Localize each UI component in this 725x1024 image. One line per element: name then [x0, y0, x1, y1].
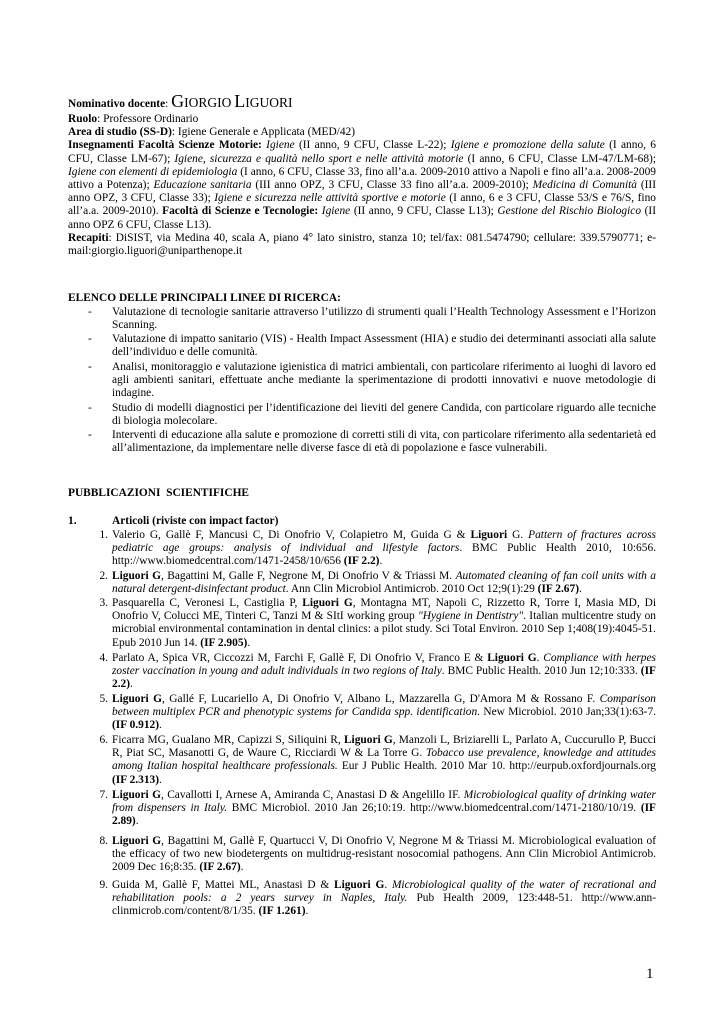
- publication-end: .: [305, 905, 309, 918]
- ruolo-line: [68, 113, 656, 126]
- publication-authors-cont: , Montagna MT, Napoli C, Rizzetto R, Torre I, Masia MD, Di Onofrio V, Colucci ME, Tinteri C, Tanzi M & SItI working group: [112, 597, 657, 623]
- publication-number: 1.: [99, 529, 108, 541]
- publication-text: [112, 652, 656, 692]
- nominativo-line: Nominativo docente: GIORGIO LIGUORI: [68, 91, 293, 111]
- publication-source: . Italian multicentre study on microbial environmental contamination in dental clinics: a pilot study. Sci Total Environ. 2010 Sep 1;408(19):4045-51. Epub 2010 Jun 14.: [112, 610, 657, 649]
- bullet-dash: -: [88, 429, 92, 441]
- publication-end: .: [135, 815, 139, 828]
- insegnamenti-label: Insegnamenti Facoltà Scienze Motorie:: [68, 139, 262, 152]
- publication-end: .: [159, 773, 162, 786]
- recapiti-value: : DiSIST, via Medina 40, scala A, piano 4° lato sinistro, stanza 10; tel/fax: 081.5474790; cellulare: 339.5790771; e-mail:giorgio.liguori@uniparthenope.it: [68, 231, 656, 258]
- publication-source: . Ann Clin Microbiol Antimicrob. 2010 Oct 12;9(1):29: [285, 583, 538, 596]
- publication-number: 5.: [99, 693, 108, 705]
- section-number: 1.: [68, 515, 77, 527]
- publication-text: [112, 597, 656, 650]
- publication-authors-cont: G.: [507, 529, 529, 541]
- impact-factor: (IF 2.2): [112, 665, 656, 691]
- author-highlight: Liguori G: [112, 835, 162, 847]
- publication-number: 3.: [99, 597, 108, 609]
- publication-authors: Parlato A, Spica VR, Ciccozzi M, Farchi F, Gallè F, Di Onofrio V, Franco E &: [112, 652, 488, 664]
- ruolo-label: Ruolo: [68, 113, 98, 125]
- publication-authors-cont: .: [384, 879, 392, 891]
- bullet-dash: -: [88, 402, 92, 414]
- impact-factor: (IF 2.2): [343, 555, 380, 568]
- impact-factor: (IF 1.261): [258, 905, 306, 918]
- publication-authors-cont: .: [536, 652, 544, 664]
- course-info: (III anno OPZ, 3 CFU, Classe 33 fino all’a.a. 2009-2010);: [251, 179, 533, 192]
- impact-factor: (IF 2.905): [200, 636, 248, 649]
- course-title: Igiene con elementi di epidemiologia: [68, 165, 238, 178]
- publication-number: 8.: [99, 835, 108, 847]
- publication-source: BMC Microbiol. 2010 Jan 26;10:19. http://www.biomedcentral.com/1471-2180/10/19.: [227, 802, 641, 815]
- publication-number: 2.: [99, 570, 108, 582]
- page-number: 1: [646, 966, 654, 982]
- author-highlight: Liguori G: [112, 693, 163, 705]
- research-item-text: Analisi, monitoraggio e valutazione igienistica di matrici ambientali, con particolare riferimento ai luoghi di lavoro ed agli ambienti sanitari, effettuate anche mediante la sperimentazione di prodotti innovativi e nuove metodologie di indagine.: [112, 361, 656, 400]
- publication-text: [112, 693, 656, 733]
- publication-source: Eur J Public Health. 2010 Mar 10. http://eurpub.oxfordjournals.org: [337, 760, 656, 773]
- publication-source: . BMC Public Health 2010, 10:656. http://www.biomedcentral.com/1471-2458/10/656: [112, 542, 656, 568]
- publication-authors-cont: , Bagattini M, Gallè F, Quartucci V, Di Onofrio V, Negrone M & Triassi M. Microbiological evaluation of the efficacy of two new biodetergents on multidrug-resistant nosocomial pathogens. Ann Clin Microbiol Antimicrob. 2009 Dec 16;8:35.: [112, 835, 656, 874]
- recapiti-paragraph: [68, 232, 656, 258]
- publications-heading: PUBBLICAZIONI SCIENTIFICHE: [68, 487, 250, 499]
- publication-number: 4.: [99, 652, 108, 664]
- course-title: Igiene: [321, 205, 351, 218]
- course-info: (I anno, 6 CFU, Classe 33, fino all’a.a. 2009-2010 attivo a Napoli e fino all’a.a. 2008-2009 attivo a Potenza);: [68, 165, 656, 192]
- publication-number: 9.: [99, 879, 108, 891]
- impact-factor: (IF 2.89): [112, 802, 656, 828]
- course-info: (II anno, 9 CFU, Classe L-22);: [294, 139, 451, 152]
- publication-source: . New Microbiol. 2010 Jan;33(1):63-7.: [477, 706, 656, 719]
- author-highlight: Liguori G: [112, 789, 161, 801]
- research-heading: ELENCO DELLE PRINCIPALI LINEE DI RICERCA:: [68, 292, 341, 304]
- course-title: Igiene: [266, 139, 295, 152]
- course-title: Medicina di Comunità: [532, 179, 638, 192]
- impact-factor: (IF 2.67): [199, 861, 241, 874]
- publication-authors: Valerio G, Gallè F, Mancusi C, Di Onofrio V, Colapietro M, Guida G &: [112, 529, 471, 541]
- course-info: (II anno OPZ 6 CFU, Classe L13).: [68, 205, 656, 231]
- course-info: (I anno, 6 e 3 CFU, Classe 53/S e 76/S, fino all’a.a. 2009-2010).: [68, 192, 656, 218]
- course-title: Gestione del Rischio Biologico: [497, 205, 642, 218]
- author-highlight: Liguori G: [302, 597, 353, 609]
- publication-end: .: [159, 719, 162, 732]
- author-highlight: Liguori: [470, 529, 508, 541]
- bullet-dash: -: [88, 333, 92, 345]
- publication-end: .: [379, 555, 383, 568]
- author-highlight: Liguori G: [343, 734, 393, 746]
- publication-title: Pattern of fractures across pediatric age groups: analysis of individual and lifestyle factors: [112, 529, 656, 555]
- publication-authors-cont: , Gallé F, Lucariello A, Di Onofrio V, Albano L, Mazzarella G, D'Amora M & Rossano F.: [162, 693, 600, 705]
- impact-factor: (IF 2.67): [537, 583, 579, 596]
- docente-header: [68, 92, 656, 258]
- course-title: Educazione sanitaria: [153, 179, 252, 192]
- area-label: Area di studio (SS-D): [68, 126, 172, 139]
- publication-title: Microbiological quality of the water of recrational and rehabilitation pools: a 2 years survey in Naples, Italy.: [112, 879, 657, 905]
- docente-name: GIORGIO LIGUORI: [171, 91, 293, 111]
- course-title: Igiene e sicurezza nelle attività sportive e motorie: [214, 192, 446, 205]
- publication-title: Compliance with herpes zoster vaccination in young and adult individuals in two regions of Italy: [112, 652, 656, 678]
- publication-title: Tobacco use prevalence, knowledge and attitudes among Italian hospital healthcare professionals.: [112, 747, 656, 773]
- bullet-dash: -: [88, 361, 92, 373]
- insegnamenti-paragraph: [68, 139, 656, 231]
- course-info: (III anno OPZ, 3 CFU, Classe 33);: [68, 179, 656, 205]
- publication-authors-cont: , Cavallotti I, Arnese A, Amiranda C, Anastasi D & Angelillo IF.: [160, 789, 464, 801]
- research-item-text: Interventi di educazione alla salute e promozione di corretti stili di vita, con particolare riferimento alla sedentarietà ed all’alimentazione, da implementare nelle diverse fasce di età di popolazione e fasce vulnerabili.: [112, 429, 656, 455]
- publication-end: .: [240, 861, 244, 874]
- course-info: (I anno, 6 CFU, Classe LM-47/LM-68);: [463, 152, 656, 165]
- publication-title: Microbiological quality of drinking water from dispensers in Italy.: [112, 789, 656, 815]
- impact-factor: (IF 2.313): [112, 773, 160, 786]
- course-info: (I anno, 6 CFU, Classe LM-67);: [68, 139, 656, 165]
- impact-factor: (IF 0.912): [112, 719, 160, 732]
- research-item-text: Studio di modelli diagnostici per l’identificazione dei lieviti del genere Candida, con particolare riguardo alle tecniche di biologia molecolare.: [112, 402, 656, 428]
- nominativo-label: Nominativo docente: [68, 98, 166, 110]
- publication-text: [112, 529, 656, 569]
- recapiti-label: Recapiti: [68, 231, 109, 244]
- publication-authors-cont: , Manzoli L, Briziarelli L, Parlato A, Cuccurullo P, Bucci R, Piat SC, Masanotti G, de Waure C, Ricciardi W & La Torre G.: [112, 734, 657, 760]
- area-line: [68, 126, 656, 139]
- publication-end: .: [130, 678, 133, 691]
- publication-authors: Pasquarella C, Veronesi L, Castiglia P,: [112, 597, 303, 609]
- publication-source: . BMC Public Health. 2010 Jun 12;10:333.: [441, 665, 641, 678]
- publication-end: .: [579, 583, 582, 596]
- publication-authors: Guida M, Gallè F, Mattei ML, Anastasi D &: [112, 879, 334, 891]
- research-item-text: Valutazione di tecnologie sanitarie attraverso l’utilizzo di strumenti quali l’Health Technology Assessment e l’Horizon Scanning.: [112, 306, 656, 332]
- course-title: Igiene, sicurezza e qualità nello sport e nelle attività motorie: [174, 152, 464, 165]
- publication-authors: Ficarra MG, Gualano MR, Capizzi S, Siliquini R,: [112, 734, 344, 746]
- publication-authors-cont: , Bagattini M, Galle F, Negrone M, Di Onofrio V & Triassi M.: [160, 570, 456, 582]
- area-value: : Igiene Generale e Applicata (MED/42): [171, 126, 356, 139]
- course-info: (II anno, 9 CFU, Classe L13);: [350, 205, 498, 218]
- author-highlight: Liguori G: [333, 879, 385, 891]
- publication-end: .: [247, 636, 251, 649]
- publication-title: "Hygiene in Dentistry": [417, 610, 524, 623]
- publication-title: Comparison between multiplex PCR and phenotypic systems for Candida spp. identification: [112, 693, 656, 719]
- bullet-dash: -: [88, 306, 92, 318]
- publication-number: 7.: [99, 789, 108, 801]
- publication-text: [112, 879, 656, 919]
- section-title: Articoli (riviste con impact factor): [112, 515, 279, 527]
- publication-text: [112, 734, 656, 787]
- publication-text: [112, 835, 656, 875]
- publication-source: Pub Health 2009, 123:448-51. http://www.ann-clinmicrob.com/content/8/1/35.: [112, 892, 656, 918]
- publication-number: 6.: [99, 734, 108, 746]
- author-highlight: Liguori G: [112, 570, 161, 582]
- ruolo-value: : Professore Ordinario: [97, 113, 199, 125]
- tecnologie-label: Facoltà di Scienze e Tecnologie:: [162, 205, 319, 218]
- publication-text: [112, 570, 656, 596]
- research-item-text: Valutazione di impatto sanitario (VIS) - Health Impact Assessment (HIA) e studio dei determinanti associati alla salute dell’individuo e delle comunità.: [112, 333, 656, 359]
- author-highlight: Liguori G: [487, 652, 537, 664]
- publication-title: Automated cleaning of fan coil units with a natural detergent-disinfectant product: [112, 570, 656, 596]
- publication-text: [112, 789, 656, 829]
- course-title: Igiene e promozione della salute: [450, 139, 605, 152]
